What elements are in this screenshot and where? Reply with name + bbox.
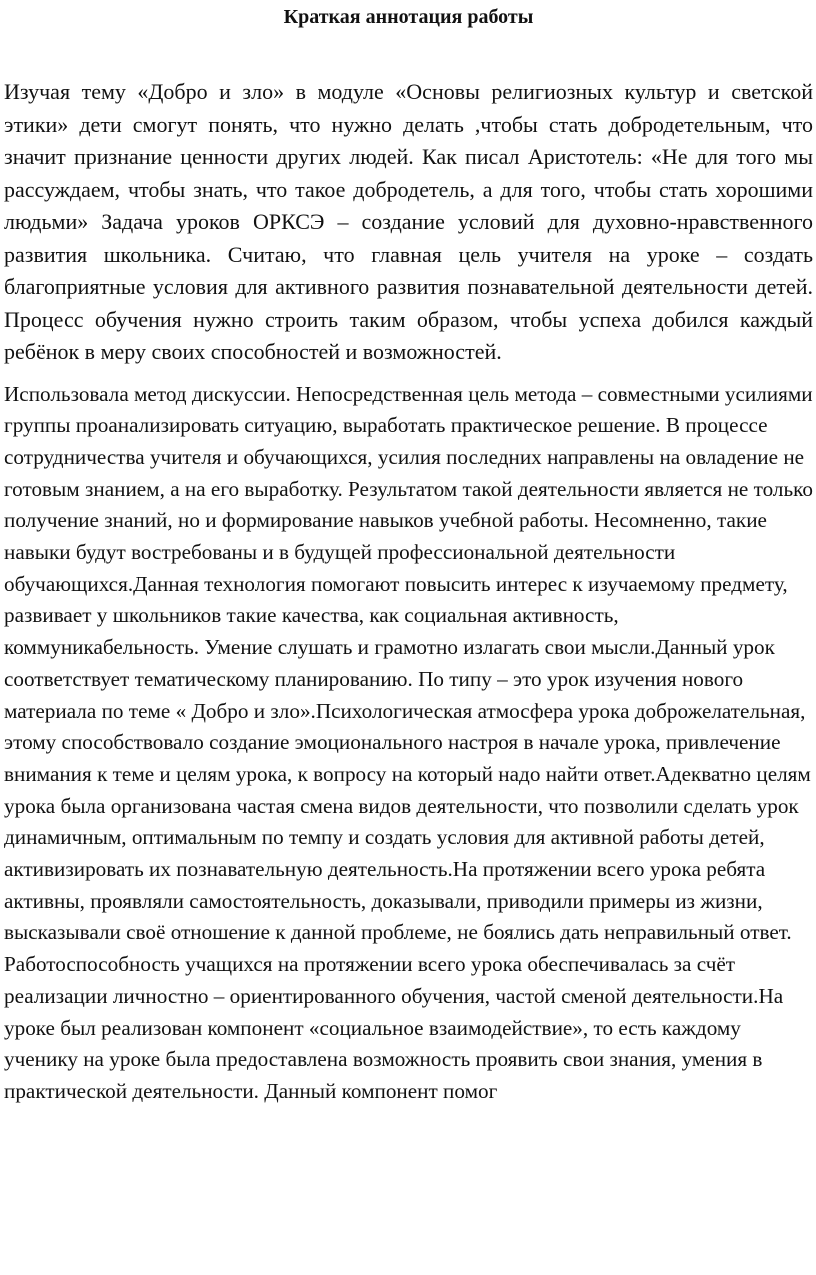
paragraph-2: Использовала метод дискуссии. Непосредственная цель метода – совместными усилиями группы проанализировать ситуацию, выработать практическое решение. В процессе сотрудничества учителя и обучающихся, усилия последних направлены на овладение не готовым знанием, а на его выработку. Результатом такой деятельности является не только получение знаний, но и формирование навыков учебной работы. Несомненно, такие навыки будут востребованы и в будущей профессиональной деятельности обучающихся.Данная технология помогают повысить интерес к изучаемому предмету, развивает у школьников такие качества, как социальная активность, коммуникабельность. Умение слушать и грамотно излагать свои мысли.Данный урок соответствует тематическому планированию. По типу – это урок изучения нового материала по теме « Добро и зло».Психологическая атмосфера урока доброжелательная, этому способствовало создание эмоционального настроя в начале урока, привлечение внимания к теме и целям урока, к вопросу на который надо найти ответ.Адекватно целям урока была организована частая смена видов деятельности, что позволили сделать урок динамичным, оптимальным по темпу и создать условия для активной работы детей, активизировать их познавательную деятельность.На протяжении всего урока ребята активны, проявляли самостоятельность, доказывали, приводили примеры из жизни, высказывали своё отношение к данной проблеме, не боялись дать неправильный ответ. Работоспособность учащихся на протяжении всего урока обеспечивалась за счёт реализации личностно – ориентированного обучения, частой сменой деятельности.На уроке был реализован компонент «социальное взаимодействие», то есть каждому ученику на уроке была предоставлена возможность проявить свои знания, умения в практической деятельности. Данный компонент помог — [4, 381, 813, 1103]
paragraph-1: Изучая тему «Добро и зло» в модуле «Основы религиозных культур и светской этики» дети смогут понять, что нужно делать ,чтобы стать добродетельным, что значит признание ценности других людей. Как писал Аристотель: «Не для того мы рассуждаем, чтобы знать, что такое добродетель, а для того, чтобы стать хорошими людьми» Задача уроков ОРКСЭ – создание условий для духовно-нравственного развития школьника. Считаю, что главная цель учителя на уроке – создать благоприятные условия для активного развития познавательной деятельности детей. Процесс обучения нужно строить таким образом, чтобы успеха добился каждый ребёнок в меру своих способностей и возможностей. — [4, 79, 813, 364]
document-title: Краткая аннотация работы — [283, 6, 534, 28]
